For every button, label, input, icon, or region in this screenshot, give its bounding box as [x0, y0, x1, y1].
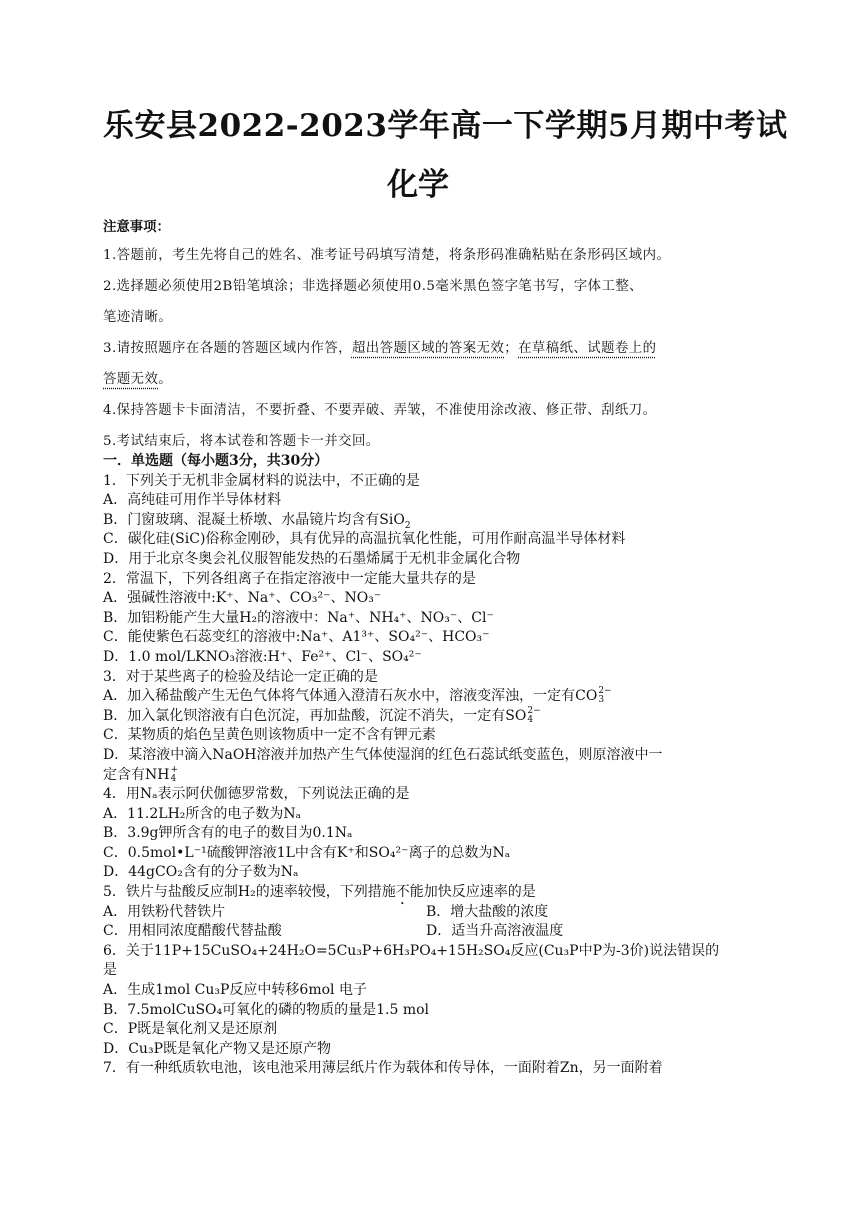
q1-option-c: C．碳化硅(SiC)俗称金刚砂，具有优异的高温抗氧化性能，可用作耐高温半导体材料 [103, 531, 626, 548]
q5-stem-part-3: 能加快反应速率的是 [409, 884, 536, 901]
q6-stem-line-1: 6．关于11P+15CuSO₄+24H₂O=5Cu₃P+6H₃PO₄+15H₂SO₄反应(Cu₃P中P为-3价)说法错误的 [103, 942, 720, 959]
q4-option-b: B．3.9g钾所含有的电子的数目为0.1Nₐ [103, 825, 353, 842]
q5-options-row-2 [103, 922, 733, 942]
note-3-emphasis-3: 答题无效 [103, 372, 159, 387]
note-3-part-1: 3.请按照题序在各题的答题区域内作答， [103, 341, 352, 356]
questions-body [103, 452, 733, 1079]
q2-stem: 2．常温下，下列各组离子在指定溶液中一定能大量共存的是 [103, 570, 476, 587]
q4-option-c: C．0.5mol•L⁻¹硫酸钾溶液1L中含有K⁺和SO₄²⁻离子的总数为Nₐ [103, 844, 511, 861]
q2-option-b: B．加铝粉能产生大量H₂的溶液中：Na⁺、NH₄⁺、NO₃⁻、Cl⁻ [103, 609, 494, 626]
q3-option-d-sup: + [170, 764, 179, 775]
note-3-line-1 [103, 333, 733, 364]
q1-stem: 1．下列关于无机非金属材料的说法中，不正确的是 [103, 472, 420, 489]
note-5: 5.考试结束后，将本试卷和答题卡一并交回。 [103, 434, 380, 449]
q5-stem-part-1: 5．铁片与盐酸反应制H₂的速率较慢，下列措施 [103, 884, 396, 901]
q1-option-b-text: B．门窗玻璃、混凝土桥墩、水晶镜片均含有SiO [103, 511, 405, 528]
note-2-line-2: 笔迹清晰。 [103, 310, 173, 325]
q5-option-a: A．用铁粉代替铁片 [103, 903, 226, 920]
exam-title: 乐安县2022-2023学年高一下学期5月期中考试 [103, 108, 788, 144]
q3-option-d-sub: 4 [170, 773, 177, 784]
q1-option-b [103, 511, 733, 531]
note-4: 4.保持答题卡卡面清洁，不要折叠、不要弄破、弄皱，不准使用涂改液、修正带、刮纸刀。 [103, 403, 657, 418]
q5-options-row-1 [103, 903, 733, 923]
q5-option-c: C．用相同浓度醋酸代替盐酸 [103, 923, 282, 940]
note-2-line-1: 2.选择题必须使用2B铅笔填涂；非选择题必须使用0.5毫米黑色签字笔书写，字体工整、 [103, 279, 644, 294]
note-3-part-3: ； [504, 341, 519, 356]
q3-option-a-sub: 3 [598, 695, 605, 706]
q5-stem-emphasis: 不 [395, 884, 410, 901]
q3-option-a-ion [598, 687, 611, 705]
q2-option-a: A．强碱性溶液中:K⁺、Na⁺、CO₃²⁻、NO₃⁻ [103, 590, 382, 607]
note-3-emphasis-2: 在草稿纸、试题卷上的 [518, 341, 657, 356]
exam-subject: 化学 [387, 167, 449, 203]
q5-option-b: B．增大盐酸的浓度 [426, 903, 549, 920]
q3-option-a-text: A．加入稀盐酸产生无色气体将气体通入澄清石灰水中，溶液变浑浊，一定有CO [103, 688, 598, 705]
note-3-line-2 [103, 364, 733, 395]
q7-stem: 7．有一种纸质软电池，该电池采用薄层纸片作为载体和传导体，一面附着Zn，另一面附着 [103, 1060, 663, 1077]
note-3-end: 。 [158, 372, 173, 387]
q3-option-c: C．某物质的焰色呈黄色则该物质中一定不含有钾元素 [103, 727, 436, 744]
q4-option-a: A．11.2LH₂所含的电子数为Nₐ [103, 805, 302, 822]
section-heading: 一．单选题（每小题3分，共30分） [103, 453, 329, 469]
q2-option-d: D．1.0 mol/LKNO₃溶液:H⁺、Fe²⁺、Cl⁻、SO₄²⁻ [103, 648, 422, 665]
q3-option-b-sup: 2− [527, 705, 541, 716]
q3-option-b [103, 707, 733, 727]
q6-option-b: B．7.5molCuSO₄可氧化的磷的物质的量是1.5 mol [103, 1001, 430, 1018]
q3-stem: 3．对于某些离子的检验及结论一定正确的是 [103, 668, 378, 685]
q3-option-d-line-1: D．某溶液中滴入NaOH溶液并加热产生气体使湿润的红色石蕊试纸变蓝色，则原溶液中一 [103, 746, 663, 763]
q6-option-a: A．生成1mol Cu₃P反应中转移6mol 电子 [103, 982, 367, 999]
notes-section [103, 214, 733, 457]
note-3-emphasis-1: 超出答题区域的答案无效 [351, 341, 505, 356]
q5-option-d: D．适当升高溶液温度 [426, 923, 564, 940]
q1-option-d: D．用于北京冬奥会礼仪服智能发热的石墨烯属于无机非金属化合物 [103, 550, 521, 567]
q3-option-d-text: 定含有NH [103, 766, 170, 783]
q2-option-c: C．能使紫色石蕊变红的溶液中:Na⁺、A1³⁺、SO₄²⁻、HCO₃⁻ [103, 629, 490, 646]
q5-stem [103, 883, 733, 903]
q6-option-d: D．Cu₃P既是氧化产物又是还原产物 [103, 1040, 331, 1057]
q4-option-d: D．44gCO₂含有的分子数为Nₐ [103, 864, 299, 881]
q3-option-a [103, 687, 733, 707]
q6-option-c: C．P既是氧化剂又是还原剂 [103, 1021, 278, 1038]
notes-heading: 注意事项： [103, 219, 170, 235]
q3-option-d-line-2 [103, 766, 733, 786]
q3-option-a-sup: 2− [598, 686, 612, 697]
q3-option-b-sub: 4 [527, 714, 534, 725]
q1-option-a: A．高纯硅可用作半导体材料 [103, 492, 282, 509]
q3-option-b-ion [527, 707, 540, 725]
q3-option-d-ion [170, 766, 178, 784]
q6-stem-line-2: 是 [103, 962, 117, 979]
q3-option-b-text: B．加入氯化钡溶液有白色沉淀，再加盐酸，沉淀不消失，一定有SO [103, 707, 527, 724]
q4-stem: 4．用Nₐ表示阿伏伽德罗常数，下列说法正确的是 [103, 786, 410, 803]
q1-option-b-subscript: 2 [404, 520, 411, 531]
note-1: 1.答题前，考生先将自己的姓名、准考证号码填写清楚，将条形码准确粘贴在条形码区域内。 [103, 248, 671, 263]
